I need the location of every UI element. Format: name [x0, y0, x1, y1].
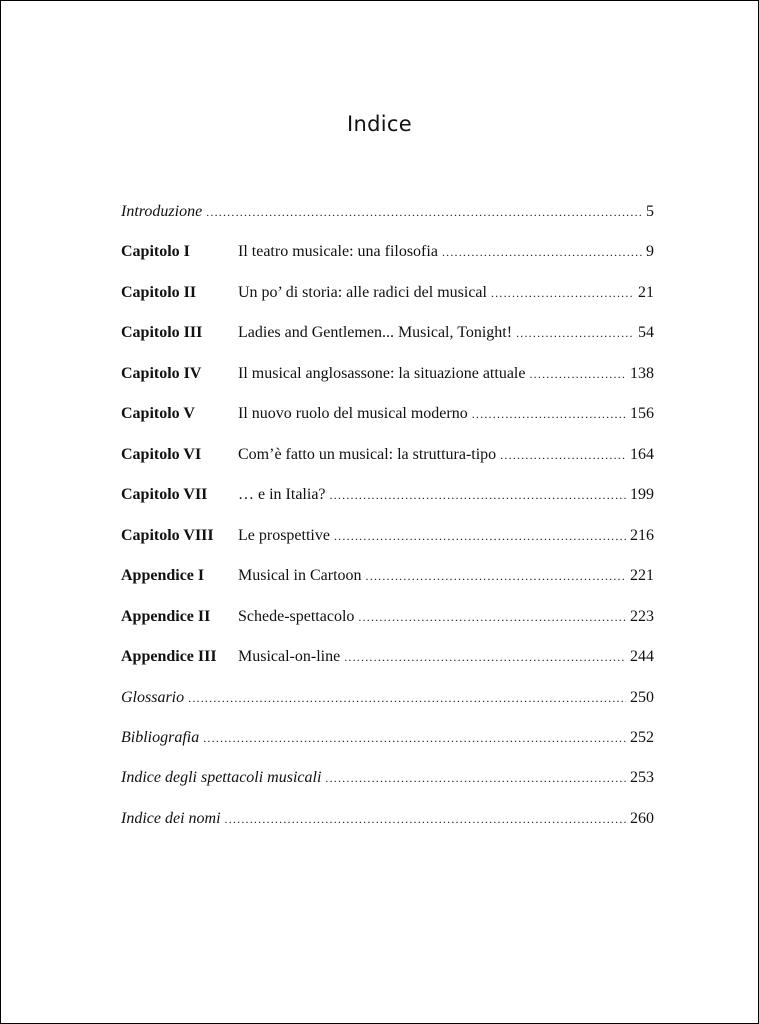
toc-entry-capitolo-2[interactable]	[121, 281, 654, 305]
toc-entry-page: 221	[630, 567, 654, 584]
dot-leader	[330, 483, 626, 507]
toc-entry-title: Il musical anglosassone: la situazione attuale	[238, 365, 526, 382]
toc-entry-title: Introduzione	[121, 203, 203, 220]
toc-entry-capitolo-4[interactable]	[121, 362, 654, 386]
dot-leader	[442, 240, 642, 264]
toc-entry-label: Appendice III	[121, 648, 217, 665]
dot-leader	[225, 807, 626, 831]
dot-leader	[334, 524, 626, 548]
toc-entry-appendice-1[interactable]	[121, 564, 654, 588]
toc-entry-page: 244	[630, 648, 654, 665]
toc-entry-label: Appendice I	[121, 567, 205, 584]
toc-entry-page: 216	[630, 527, 654, 544]
toc-entry-appendice-3[interactable]	[121, 645, 654, 669]
dot-leader	[358, 605, 626, 629]
toc-entry-page: 138	[630, 365, 654, 382]
toc-entry-page: 223	[630, 608, 654, 625]
dot-leader	[366, 564, 626, 588]
toc-entry-page: 252	[630, 729, 654, 746]
dot-leader	[206, 200, 642, 224]
toc-entry-indice-nomi[interactable]	[121, 807, 654, 831]
toc-entry-title: Il teatro musicale: una filosofia	[238, 243, 438, 260]
toc-entry-title: Glossario	[121, 689, 185, 706]
toc-entry-capitolo-3[interactable]	[121, 321, 654, 345]
toc-entry-label: Capitolo VII	[121, 486, 208, 503]
toc-entry-capitolo-5[interactable]	[121, 402, 654, 426]
toc-entry-label: Capitolo II	[121, 284, 197, 301]
toc-entry-appendice-2[interactable]	[121, 605, 654, 629]
toc-entry-capitolo-1[interactable]	[121, 240, 654, 264]
dot-leader	[472, 402, 626, 426]
toc-entry-page: 253	[630, 769, 654, 786]
toc-entry-page: 156	[630, 405, 654, 422]
toc-entry-capitolo-8[interactable]	[121, 524, 654, 548]
toc-entry-label: Capitolo I	[121, 243, 190, 260]
toc-entry-title: Schede-spettacolo	[238, 608, 355, 625]
dot-leader	[188, 686, 626, 710]
toc-entry-page: 199	[630, 486, 654, 503]
toc-entry-title: Le prospettive	[238, 527, 330, 544]
toc-entry-page: 250	[630, 689, 654, 706]
dot-leader	[325, 766, 626, 790]
toc-entry-label: Capitolo III	[121, 324, 203, 341]
toc-entry-title: Musical-on-line	[238, 648, 341, 665]
toc-entry-title: Il nuovo ruolo del musical moderno	[238, 405, 468, 422]
toc-entry-title: Un po’ di storia: alle radici del musical	[238, 284, 487, 301]
toc-entry-title: Musical in Cartoon	[238, 567, 362, 584]
toc-entry-capitolo-6[interactable]	[121, 443, 654, 467]
dot-leader	[516, 321, 634, 345]
toc-entry-title: Indice degli spettacoli musicali	[121, 769, 322, 786]
toc-entry-page: 260	[630, 810, 654, 827]
toc-entry-label: Capitolo IV	[121, 365, 202, 382]
toc-entry-label: Capitolo VIII	[121, 527, 214, 544]
dot-leader	[491, 281, 634, 305]
toc-entry-page: 164	[630, 446, 654, 463]
toc-entry-page: 5	[646, 203, 654, 220]
toc-entry-glossario[interactable]	[121, 686, 654, 710]
toc-entry-label: Capitolo V	[121, 405, 195, 422]
toc-entry-page: 21	[638, 284, 654, 301]
dot-leader	[344, 645, 626, 669]
toc-entry-label: Capitolo VI	[121, 446, 202, 463]
toc-entry-bibliografia[interactable]	[121, 726, 654, 750]
toc-entry-title: Bibliografia	[121, 729, 200, 746]
toc-entry-label: Appendice II	[121, 608, 211, 625]
toc-entry-capitolo-7[interactable]	[121, 483, 654, 507]
toc-entry-title: Indice dei nomi	[121, 810, 221, 827]
toc-entry-page: 9	[646, 243, 654, 260]
toc-entry-title: Com’è fatto un musical: la struttura-tipo	[238, 446, 497, 463]
toc-entry-title: Ladies and Gentlemen... Musical, Tonight!	[238, 324, 513, 341]
page-title: Indice	[347, 112, 412, 136]
toc-entry-page: 54	[638, 324, 654, 341]
dot-leader	[203, 726, 626, 750]
toc-entry-introduzione[interactable]	[121, 200, 654, 224]
toc-entry-indice-spettacoli[interactable]	[121, 766, 654, 790]
dot-leader	[529, 362, 626, 386]
dot-leader	[500, 443, 626, 467]
toc-entry-title: … e in Italia?	[238, 486, 326, 503]
